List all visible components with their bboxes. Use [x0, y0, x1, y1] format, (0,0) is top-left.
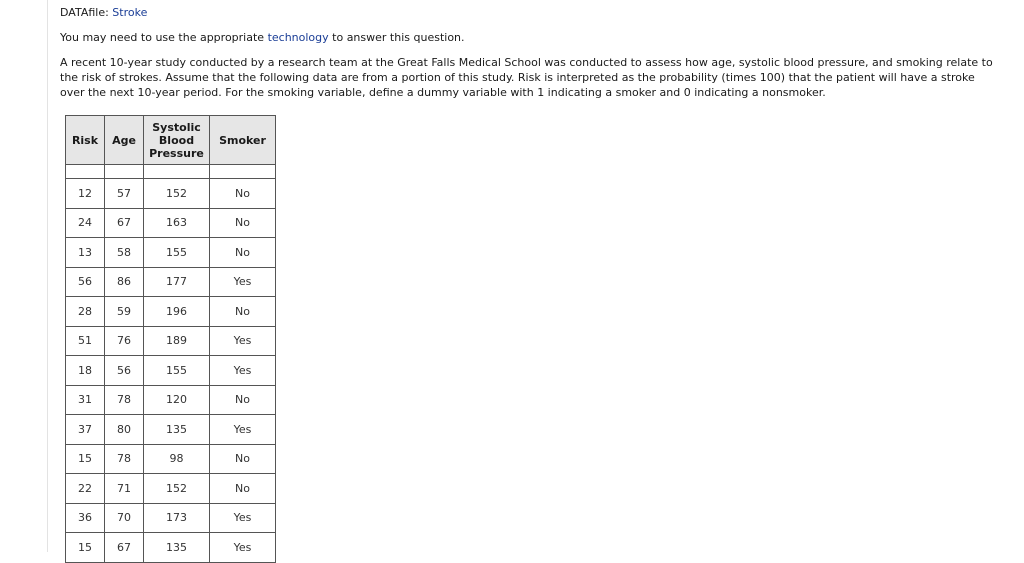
- cell-smoker: No: [210, 238, 276, 268]
- cell-risk: 28: [66, 297, 105, 327]
- cell-systolic-blood-pressure: 152: [144, 474, 210, 504]
- cell-smoker: Yes: [210, 503, 276, 533]
- table-row: [66, 356, 276, 386]
- cell-smoker: No: [210, 385, 276, 415]
- header-risk: Risk: [66, 116, 105, 165]
- cell-systolic-blood-pressure: 120: [144, 385, 210, 415]
- cell-smoker: Yes: [210, 326, 276, 356]
- spacer-cell: [144, 165, 210, 179]
- datafile-link[interactable]: Stroke: [112, 6, 148, 19]
- cell-age: 56: [105, 356, 144, 386]
- table-row: [66, 415, 276, 445]
- header-age: Age: [105, 116, 144, 165]
- cell-systolic-blood-pressure: 163: [144, 208, 210, 238]
- header-smoker: Smoker: [210, 116, 276, 165]
- cell-age: 67: [105, 208, 144, 238]
- cell-smoker: No: [210, 297, 276, 327]
- cell-age: 78: [105, 385, 144, 415]
- table-header-row: [66, 116, 276, 165]
- cell-age: 67: [105, 533, 144, 563]
- cell-systolic-blood-pressure: 177: [144, 267, 210, 297]
- cell-age: 86: [105, 267, 144, 297]
- cell-risk: 18: [66, 356, 105, 386]
- header-sbp-label: Systolic Blood Pressure: [149, 120, 204, 160]
- cell-smoker: Yes: [210, 533, 276, 563]
- cell-systolic-blood-pressure: 155: [144, 238, 210, 268]
- cell-age: 76: [105, 326, 144, 356]
- cell-smoker: No: [210, 444, 276, 474]
- technology-text-after: to answer this question.: [332, 31, 465, 44]
- table-row: [66, 179, 276, 209]
- cell-risk: 22: [66, 474, 105, 504]
- cell-age: 80: [105, 415, 144, 445]
- cell-risk: 15: [66, 533, 105, 563]
- header-systolic-blood-pressure: [144, 116, 210, 165]
- cell-systolic-blood-pressure: 135: [144, 415, 210, 445]
- stroke-data-table: [65, 115, 276, 563]
- cell-systolic-blood-pressure: 135: [144, 533, 210, 563]
- cell-age: 71: [105, 474, 144, 504]
- table-row: [66, 474, 276, 504]
- table-row: [66, 444, 276, 474]
- cell-systolic-blood-pressure: 152: [144, 179, 210, 209]
- table-row: [66, 238, 276, 268]
- datafile-label: DATAfile:: [60, 6, 109, 19]
- cell-systolic-blood-pressure: 173: [144, 503, 210, 533]
- technology-line: [60, 30, 465, 45]
- cell-age: 59: [105, 297, 144, 327]
- cell-risk: 12: [66, 179, 105, 209]
- table-body: [66, 165, 276, 563]
- technology-link[interactable]: technology: [267, 31, 329, 44]
- cell-age: 78: [105, 444, 144, 474]
- spacer-cell: [66, 165, 105, 179]
- table-row: [66, 326, 276, 356]
- cell-risk: 24: [66, 208, 105, 238]
- spacer-cell: [105, 165, 144, 179]
- cell-risk: 37: [66, 415, 105, 445]
- spacer-cell: [210, 165, 276, 179]
- cell-smoker: No: [210, 208, 276, 238]
- table-row: [66, 503, 276, 533]
- question-intro: A recent 10-year study conducted by a research team at the Great Falls Medical School was conducted to assess how age, systolic blood pressure, and smoking relate to the risk of strokes. Assume that the following data are from a portion of this study. Risk is interpreted as the probability (times 100) that the patient will have a stroke over the next 10-year period. For the smoking variable, define a dummy variable with 1 indicating a smoker and 0 indicating a nonsmoker.: [60, 56, 993, 99]
- table-row: [66, 385, 276, 415]
- table-row: [66, 208, 276, 238]
- cell-risk: 36: [66, 503, 105, 533]
- cell-risk: 56: [66, 267, 105, 297]
- table-spacer-row: [66, 165, 276, 179]
- cell-smoker: Yes: [210, 415, 276, 445]
- table-row: [66, 267, 276, 297]
- cell-systolic-blood-pressure: 98: [144, 444, 210, 474]
- cell-risk: 13: [66, 238, 105, 268]
- cell-age: 70: [105, 503, 144, 533]
- cell-systolic-blood-pressure: 189: [144, 326, 210, 356]
- datafile-line: [60, 5, 147, 20]
- cell-smoker: Yes: [210, 356, 276, 386]
- cell-risk: 31: [66, 385, 105, 415]
- cell-age: 58: [105, 238, 144, 268]
- page-left-border: [47, 0, 48, 552]
- table-row: [66, 533, 276, 563]
- cell-systolic-blood-pressure: 155: [144, 356, 210, 386]
- cell-systolic-blood-pressure: 196: [144, 297, 210, 327]
- cell-smoker: No: [210, 474, 276, 504]
- technology-text-before: You may need to use the appropriate: [60, 31, 265, 44]
- cell-smoker: No: [210, 179, 276, 209]
- cell-risk: 51: [66, 326, 105, 356]
- cell-risk: 15: [66, 444, 105, 474]
- table-row: [66, 297, 276, 327]
- cell-age: 57: [105, 179, 144, 209]
- cell-smoker: Yes: [210, 267, 276, 297]
